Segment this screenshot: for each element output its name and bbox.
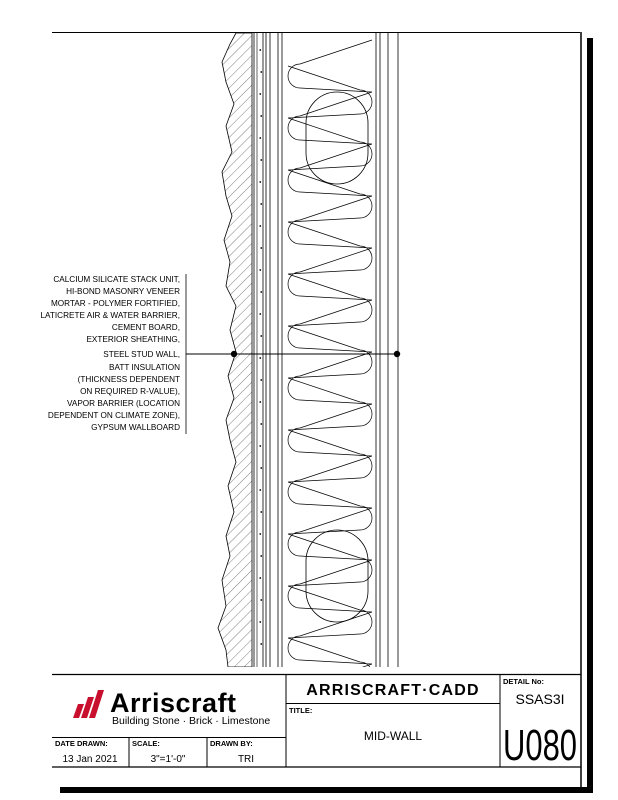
leader-dot-left (231, 351, 237, 357)
stipple-dot (260, 599, 262, 601)
sheet-shadow-bottom (60, 787, 593, 793)
stipple-dot (259, 357, 261, 359)
callout-line: DEPENDENT ON CLIMATE ZONE), (47, 411, 180, 420)
stipple-dot (259, 93, 261, 95)
stipple-dot (260, 291, 262, 293)
stipple-dot (259, 533, 261, 535)
stipple-dot (260, 71, 262, 73)
callout-line: MORTAR - POLYMER FORTIFIED, (50, 299, 180, 308)
stipple-dot (259, 137, 261, 139)
stipple-dot (260, 335, 262, 337)
callout-line: HI-BOND MASONRY VENEER (66, 287, 180, 296)
stipple-dot (259, 577, 261, 579)
date-value: 13 Jan 2021 (62, 754, 118, 765)
scale-label: SCALE: (132, 739, 160, 748)
stipple-dot (260, 467, 262, 469)
logo-mark-icon (73, 690, 104, 718)
date-label: DATE DRAWN: (55, 739, 108, 748)
logo-tagline: Building Stone · Brick · Limestone (112, 715, 271, 727)
callout-line: EXTERIOR SHEATHING, (86, 335, 180, 344)
callout-line: BATT INSULATION (109, 363, 180, 372)
stipple-dot (260, 555, 262, 557)
callout-line: ON REQUIRED R-VALUE), (80, 387, 180, 396)
callout-line: CALCIUM SILICATE STACK UNIT, (53, 275, 180, 284)
stipple-dot (259, 225, 261, 227)
callout-line: CEMENT BOARD, (111, 323, 180, 332)
stipple-dot (260, 115, 262, 117)
stipple-dot (259, 489, 261, 491)
title-value: MID-WALL (363, 729, 423, 743)
stipple-dot (259, 313, 261, 315)
stone-veneer (218, 33, 252, 667)
drawn-by-value: TRI (237, 754, 255, 765)
detail-label: DETAIL No: (503, 677, 544, 686)
stipple-dot (260, 511, 262, 513)
callout-line: LATICRETE AIR & WATER BARRIER, (40, 311, 180, 320)
batt-insulation (288, 40, 372, 742)
sheet-shadow (587, 38, 593, 793)
stipple-dot (259, 401, 261, 403)
callout-line: STEEL STUD WALL, (103, 350, 180, 359)
drawn-by-label: DRAWN BY: (210, 739, 253, 748)
stipple-dot (260, 159, 262, 161)
cement-board (259, 49, 262, 645)
cadd-banner: ARRISCRAFT·CADD (306, 682, 480, 699)
stipple-dot (260, 247, 262, 249)
batt-insulation-loops (288, 40, 372, 742)
stipple-dot (259, 621, 261, 623)
stipple-dot (259, 269, 261, 271)
callout-line: GYPSUM WALLBOARD (91, 423, 180, 432)
stud-web-upper (306, 92, 368, 184)
callout-line: (THICKNESS DEPENDENT (77, 375, 180, 384)
stipple-dot (260, 203, 262, 205)
detail-code: SSAS3I (515, 691, 565, 707)
stud-web-lower (306, 530, 368, 622)
stipple-dot (259, 49, 261, 51)
title-label: TITLE: (289, 706, 313, 715)
stipple-dot (260, 643, 262, 645)
leader-dot-right (394, 351, 400, 357)
stipple-dot (259, 445, 261, 447)
logo-name: Arriscraft (110, 688, 237, 718)
arriscraft-logo (73, 688, 270, 727)
detail-number: U080 (503, 721, 577, 770)
scale-value: 3"=1'-0" (150, 754, 186, 765)
stipple-dot (259, 181, 261, 183)
wall-section-detail (218, 33, 398, 742)
callout-line: VAPOR BARRIER (LOCATION (67, 399, 180, 408)
stipple-dot (260, 379, 262, 381)
callout-text (40, 275, 180, 432)
stipple-dot (260, 423, 262, 425)
